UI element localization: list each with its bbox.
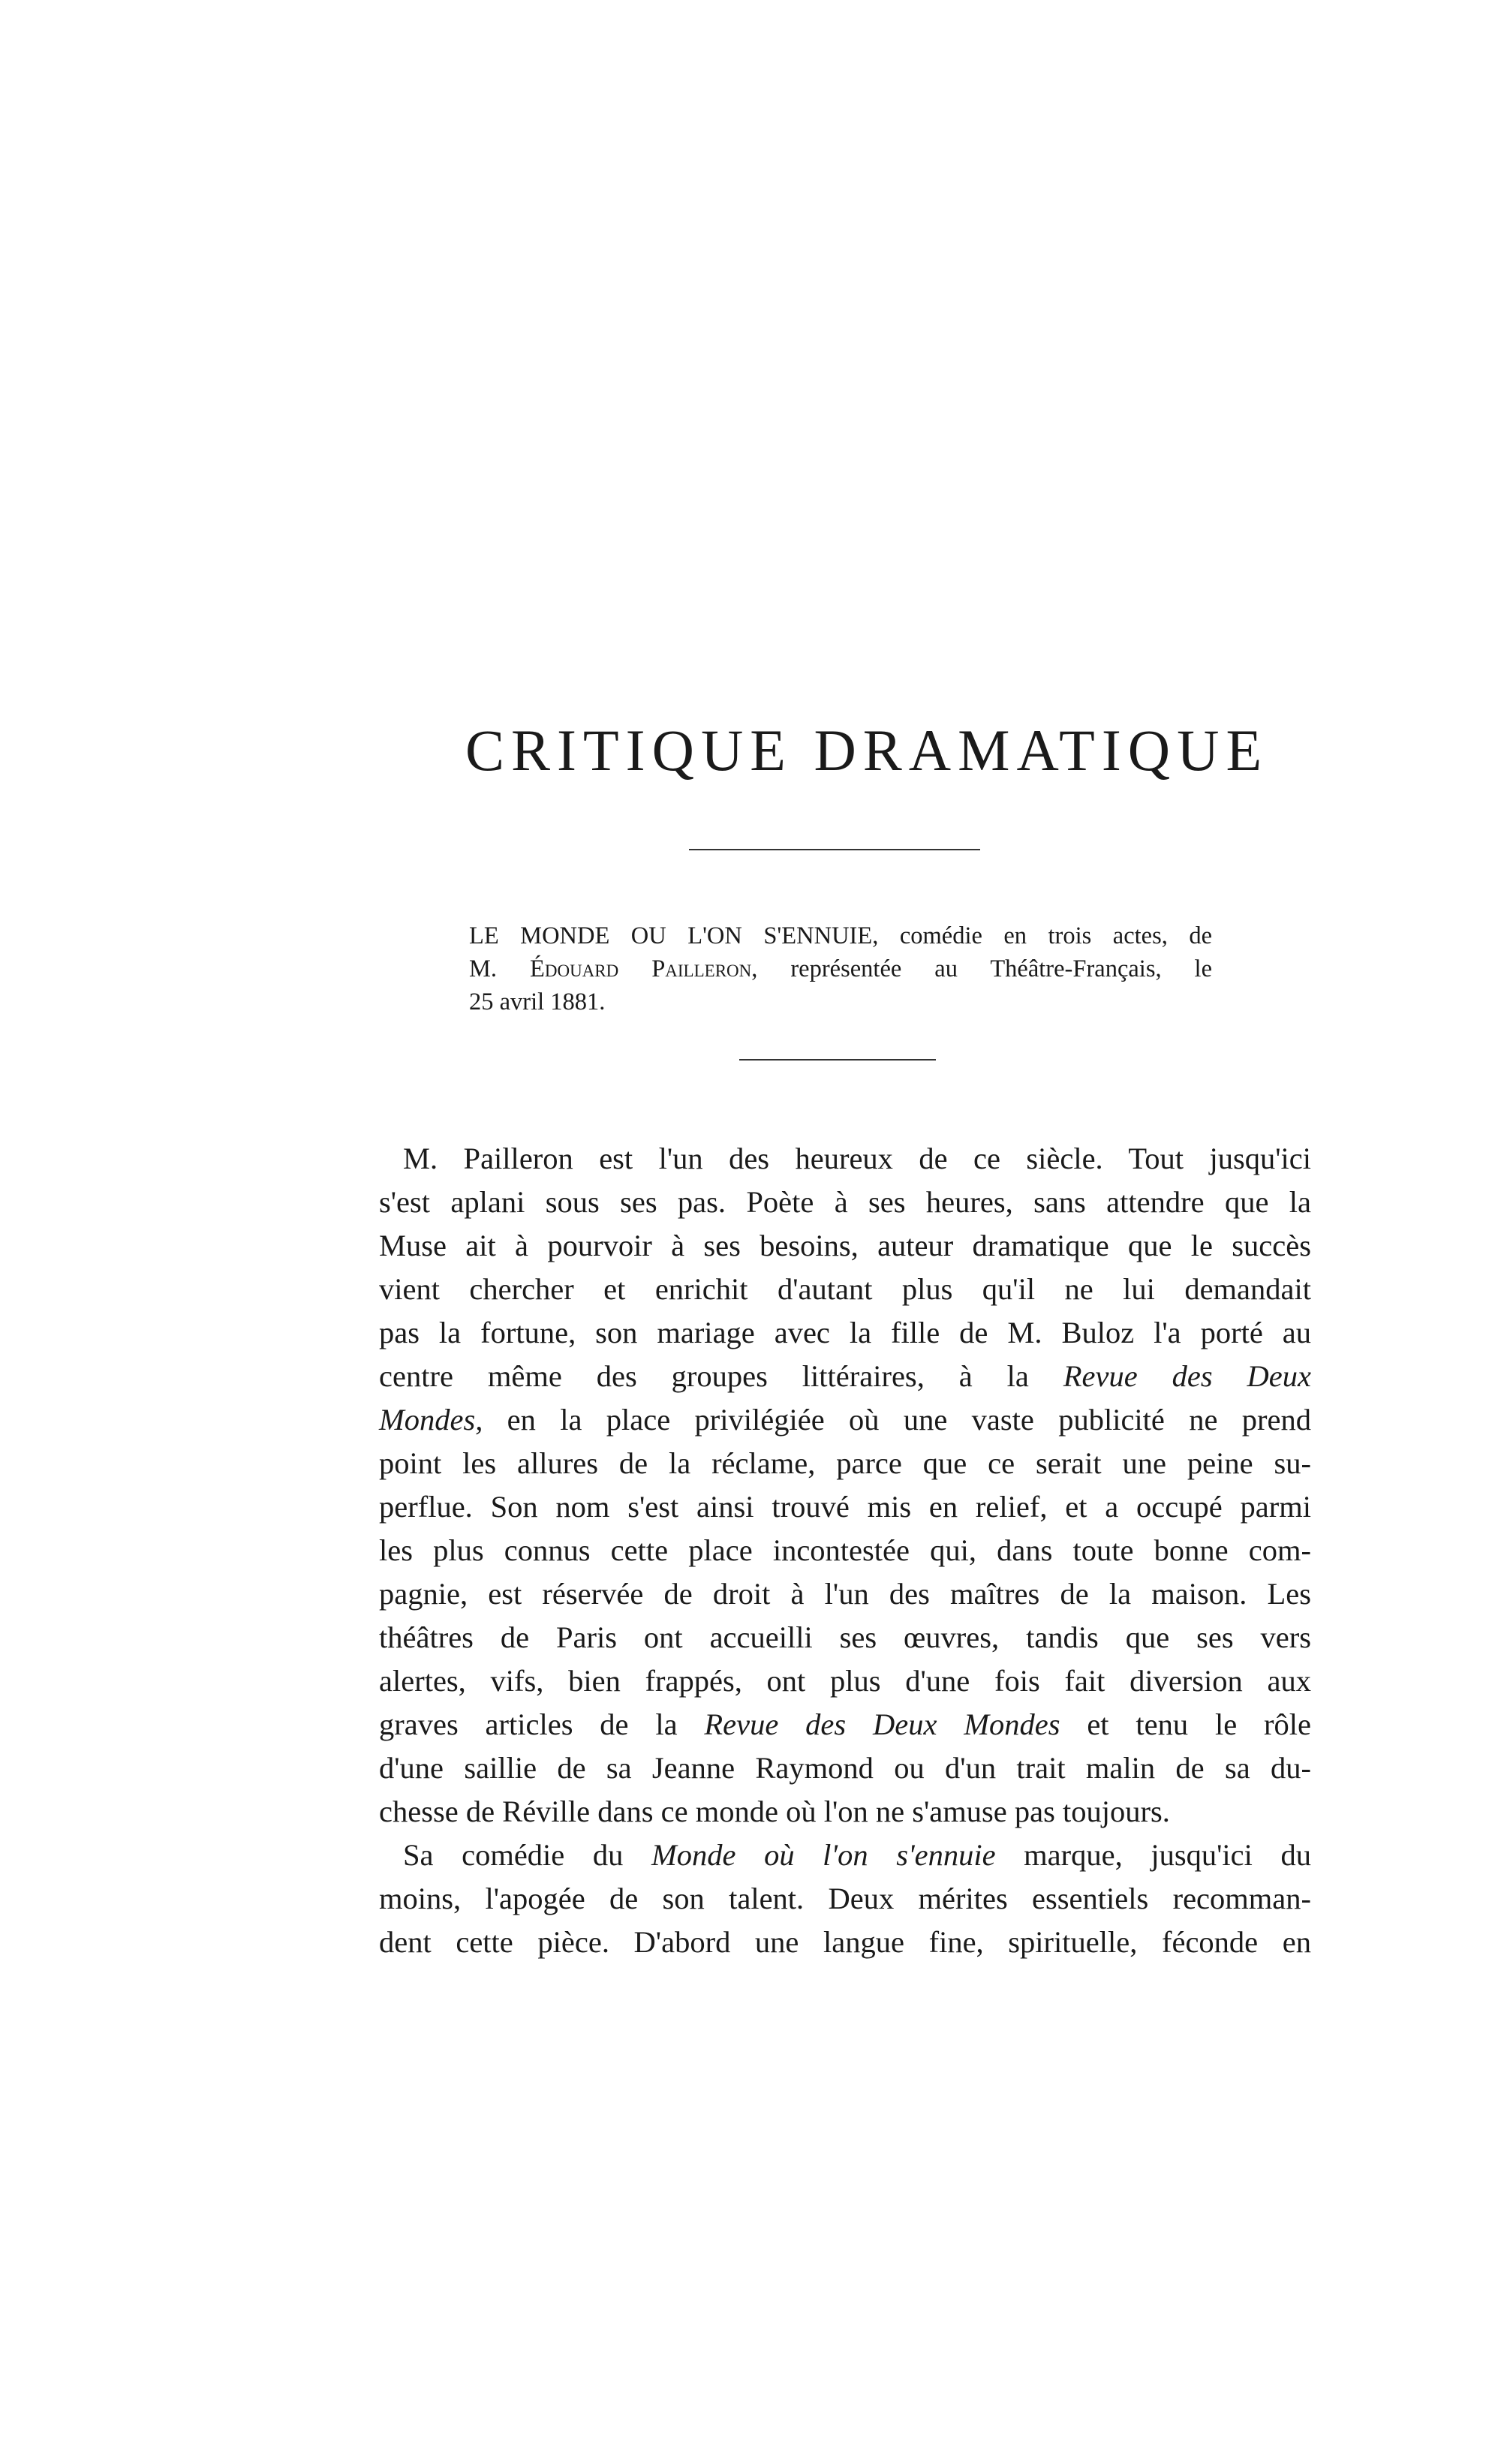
play-title: LE MONDE OU L'ON S'ENNUIE,	[469, 922, 879, 949]
body-line	[379, 1311, 1311, 1355]
heading-text: représentée au Théâtre-Français, le	[790, 955, 1213, 982]
italic-title: Revue des Deux	[1063, 1359, 1311, 1393]
title-divider	[689, 849, 980, 850]
body-text-run: Muse ait à pourvoir à ses besoins, auteur dramatique que le succès	[379, 1229, 1311, 1262]
heading-line-1	[469, 919, 1212, 952]
body-text-run: pagnie, est réservée de droit à l'un des maîtres de la maison. Les	[379, 1577, 1311, 1611]
body-line	[379, 1572, 1311, 1616]
body-line	[379, 1355, 1311, 1398]
body-text-run: perflue. Son nom s'est ainsi trouvé mis en relief, et a occupé parmi	[379, 1490, 1311, 1524]
body-text-run: et tenu le rôle	[1060, 1707, 1311, 1741]
body-line	[379, 1137, 1311, 1181]
body-text-run: en la place privilégiée où une vaste publicité ne prend	[483, 1403, 1311, 1437]
body-text-run: moins, l'apogée de son talent. Deux mérites essentiels recomman-	[379, 1882, 1311, 1915]
body-text-run: centre même des groupes littéraires, à la	[379, 1359, 1063, 1393]
body-text-run: les plus connus cette place incontestée qui, dans toute bonne com-	[379, 1533, 1311, 1567]
body-line	[379, 1485, 1311, 1529]
body-line	[379, 1268, 1311, 1311]
body-text-run: dent cette pièce. D'abord une langue fine, spirituelle, féconde en	[379, 1925, 1311, 1959]
italic-title: Monde où l'on s'ennuie	[651, 1838, 996, 1872]
body-text-run: marque, jusqu'ici du	[995, 1838, 1311, 1872]
body-line	[379, 1746, 1311, 1790]
heading-divider	[739, 1059, 936, 1061]
body-line	[379, 1659, 1311, 1703]
body-text-run: M. Pailleron est l'un des heureux de ce siècle. Tout jusqu'ici	[403, 1142, 1311, 1175]
italic-title: Mondes,	[379, 1403, 483, 1437]
body-text-run: vient chercher et enrichit d'autant plus qu'il ne lui demandait	[379, 1272, 1311, 1306]
body-line	[379, 1398, 1311, 1442]
body-line	[379, 1224, 1311, 1268]
body-text-run: s'est aplani sous ses pas. Poète à ses heures, sans attendre que la	[379, 1185, 1311, 1219]
body-line	[379, 1834, 1311, 1877]
body-text-run: chesse de Réville dans ce monde où l'on ne s'amuse pas toujours.	[379, 1795, 1170, 1828]
body-text-run: Sa comédie du	[403, 1838, 651, 1872]
body-line	[379, 1921, 1311, 1964]
body-line	[379, 1877, 1311, 1921]
body-line	[379, 1703, 1311, 1746]
body-text-run: graves articles de la	[379, 1707, 705, 1741]
body-text-run: point les allures de la réclame, parce que ce serait une peine su-	[379, 1446, 1311, 1480]
author-name: Édouard Pailleron,	[530, 955, 758, 982]
body-line	[379, 1616, 1311, 1659]
body-text-run: théâtres de Paris ont accueilli ses œuvres, tandis que ses vers	[379, 1620, 1311, 1654]
body-line	[379, 1790, 1311, 1834]
heading-line-2	[469, 952, 1212, 985]
page-title: CRITIQUE DRAMATIQUE	[465, 718, 1269, 783]
body-line	[379, 1529, 1311, 1572]
article-body	[379, 1137, 1311, 1964]
heading-text: M.	[469, 955, 498, 982]
body-line	[379, 1442, 1311, 1485]
body-text-run: alertes, vifs, bien frappés, ont plus d'une fois fait diversion aux	[379, 1664, 1311, 1698]
italic-title: Revue des Deux Mondes	[704, 1707, 1060, 1741]
body-text-run: d'une saillie de sa Jeanne Raymond ou d'un trait malin de sa du-	[379, 1751, 1311, 1785]
article-heading	[469, 919, 1212, 1018]
heading-line-3: 25 avril 1881.	[469, 988, 606, 1015]
heading-text: comédie en trois actes, de	[899, 922, 1213, 949]
body-line	[379, 1181, 1311, 1224]
body-text-run: pas la fortune, son mariage avec la fille de M. Buloz l'a porté au	[379, 1316, 1311, 1349]
